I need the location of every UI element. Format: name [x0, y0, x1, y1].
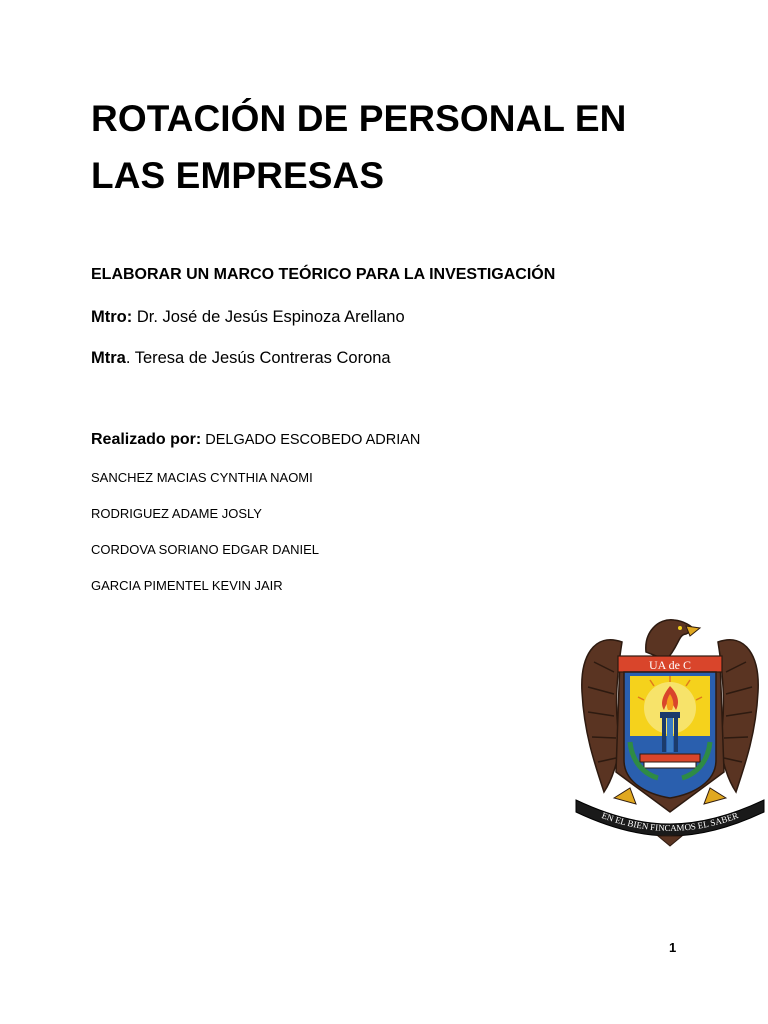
- author-name: CORDOVA SORIANO EDGAR DANIEL: [91, 542, 320, 557]
- teacher-line-2: [91, 348, 391, 368]
- teacher-name-1: Dr. José de Jesús Espinoza Arellano: [132, 308, 405, 326]
- university-seal-icon: [574, 612, 766, 848]
- teacher-name-2: . Teresa de Jesús Contreras Corona: [125, 349, 391, 367]
- seal-banner-text: UA de C: [649, 658, 691, 672]
- teacher-label-1: Mtro:: [91, 308, 133, 326]
- document-title: ROTACIÓN DE PERSONAL EN LAS EMPRESAS: [91, 98, 627, 196]
- teacher-line-1: [91, 307, 405, 327]
- authors-line: [91, 430, 420, 450]
- author-name: RODRIGUEZ ADAME JOSLY: [91, 506, 262, 521]
- author-name: DELGADO ESCOBEDO ADRIAN: [205, 432, 421, 448]
- page-number: 1: [669, 940, 677, 955]
- author-name: GARCIA PIMENTEL KEVIN JAIR: [91, 578, 283, 593]
- seal-motto: EN EL BIEN FINCAMOS EL SABER: [600, 810, 740, 834]
- document-subtitle: ELABORAR UN MARCO TEÓRICO PARA LA INVESTIGACIÓN: [91, 266, 556, 283]
- svg-text:EN EL BIEN FINCAMOS EL SABER: [600, 810, 739, 833]
- teacher-label-2: Mtra: [91, 349, 126, 367]
- author-name: SANCHEZ MACIAS CYNTHIA NAOMI: [91, 470, 313, 485]
- authors-label: Realizado por:: [91, 431, 202, 448]
